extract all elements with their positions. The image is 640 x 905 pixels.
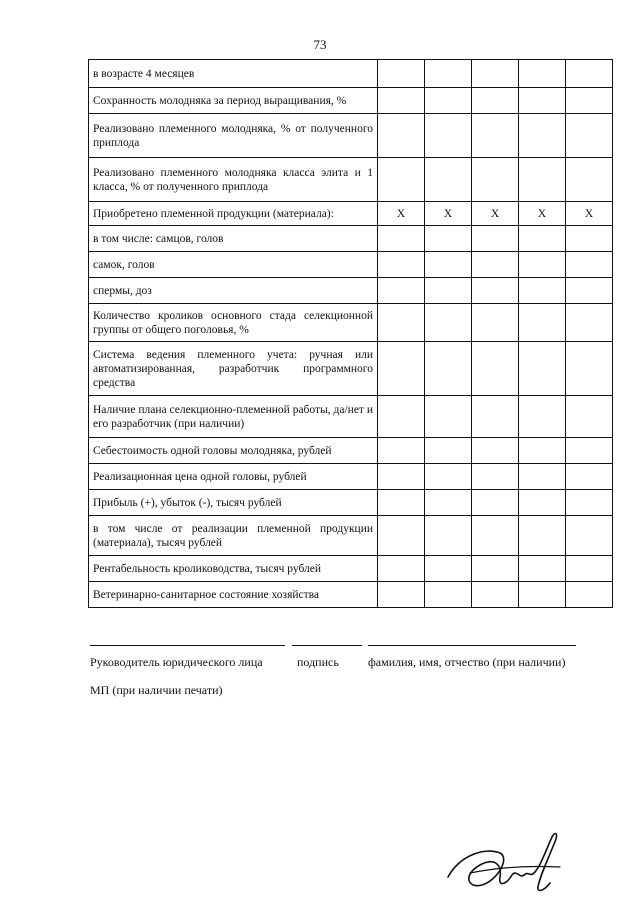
table-row <box>89 226 613 252</box>
value-cell <box>566 556 613 582</box>
value-cell <box>425 342 472 396</box>
value-cell <box>425 114 472 158</box>
value-cell <box>472 396 519 438</box>
value-cell <box>378 252 425 278</box>
value-cell <box>425 304 472 342</box>
table-row <box>89 516 613 556</box>
row-label: Количество кроликов основного стада селекционной группы от общего поголовья, % <box>89 304 378 342</box>
value-cell <box>472 582 519 608</box>
handwritten-signature <box>440 825 580 900</box>
value-cell <box>425 582 472 608</box>
value-cell <box>425 464 472 490</box>
signature-label: подпись <box>297 655 339 669</box>
signature-line <box>292 645 362 646</box>
value-cell <box>378 516 425 556</box>
stamp-label: МП (при наличии печати) <box>90 683 223 697</box>
value-cell <box>519 158 566 202</box>
value-cell: X <box>425 202 472 226</box>
value-cell <box>519 582 566 608</box>
value-cell <box>566 490 613 516</box>
value-cell <box>566 396 613 438</box>
value-cell <box>425 60 472 88</box>
value-cell <box>472 516 519 556</box>
value-cell <box>378 60 425 88</box>
value-cell: X <box>519 202 566 226</box>
value-cell <box>378 278 425 304</box>
table-row <box>89 304 613 342</box>
value-cell <box>566 226 613 252</box>
value-cell <box>566 114 613 158</box>
value-cell <box>425 252 472 278</box>
row-label: Реализационная цена одной головы, рублей <box>89 464 378 490</box>
value-cell <box>378 304 425 342</box>
table-row <box>89 114 613 158</box>
value-cell <box>472 88 519 114</box>
value-cell <box>378 464 425 490</box>
value-cell <box>566 158 613 202</box>
table-row <box>89 202 613 226</box>
value-cell <box>519 88 566 114</box>
value-cell <box>566 88 613 114</box>
value-cell <box>425 278 472 304</box>
value-cell <box>566 582 613 608</box>
value-cell <box>425 88 472 114</box>
value-cell <box>378 342 425 396</box>
value-cell <box>566 60 613 88</box>
value-cell <box>472 158 519 202</box>
table-row <box>89 278 613 304</box>
value-cell <box>519 278 566 304</box>
row-label: Рентабельность кролиководства, тысяч рублей <box>89 556 378 582</box>
table-row <box>89 88 613 114</box>
name-line <box>368 645 576 646</box>
value-cell <box>425 556 472 582</box>
row-label: Реализовано племенного молодняка, % от полученного приплода <box>89 114 378 158</box>
table-row <box>89 464 613 490</box>
value-cell <box>378 226 425 252</box>
head-signature-line <box>90 645 285 646</box>
value-cell <box>378 88 425 114</box>
value-cell <box>472 556 519 582</box>
value-cell <box>519 342 566 396</box>
page-number: 73 <box>313 37 327 52</box>
value-cell <box>519 396 566 438</box>
table-row <box>89 396 613 438</box>
head-label: Руководитель юридического лица <box>90 655 263 669</box>
value-cell <box>519 226 566 252</box>
row-label: Реализовано племенного молодняка класса элита и 1 класса, % от полученного приплода <box>89 158 378 202</box>
value-cell <box>425 226 472 252</box>
value-cell <box>472 278 519 304</box>
value-cell <box>425 158 472 202</box>
row-label: в том числе от реализации племенной продукции (материала), тысяч рублей <box>89 516 378 556</box>
value-cell: X <box>566 202 613 226</box>
table-row <box>89 252 613 278</box>
value-cell <box>378 438 425 464</box>
row-label: спермы, доз <box>89 278 378 304</box>
value-cell <box>566 252 613 278</box>
row-label: Наличие плана селекционно-племенной работы, да/нет и его разработчик (при наличии) <box>89 396 378 438</box>
value-cell <box>472 438 519 464</box>
value-cell <box>425 438 472 464</box>
row-label: Система ведения племенного учета: ручная или автоматизированная, разработчик программного средства <box>89 342 378 396</box>
value-cell <box>378 490 425 516</box>
value-cell <box>519 438 566 464</box>
value-cell <box>425 396 472 438</box>
value-cell <box>519 252 566 278</box>
value-cell <box>472 464 519 490</box>
value-cell: X <box>378 202 425 226</box>
value-cell <box>425 490 472 516</box>
value-cell <box>519 516 566 556</box>
row-label: в том числе: самцов, голов <box>89 226 378 252</box>
table-row <box>89 60 613 88</box>
value-cell <box>472 252 519 278</box>
value-cell <box>472 342 519 396</box>
table-row <box>89 556 613 582</box>
value-cell <box>472 304 519 342</box>
value-cell <box>566 304 613 342</box>
row-label: в возрасте 4 месяцев <box>89 60 378 88</box>
value-cell <box>566 278 613 304</box>
value-cell <box>378 556 425 582</box>
row-label: Прибыль (+), убыток (-), тысяч рублей <box>89 490 378 516</box>
name-label: фамилия, имя, отчество (при наличии) <box>368 655 566 669</box>
value-cell <box>566 342 613 396</box>
value-cell: X <box>472 202 519 226</box>
value-cell <box>519 304 566 342</box>
table-row <box>89 342 613 396</box>
value-cell <box>472 490 519 516</box>
value-cell <box>378 158 425 202</box>
value-cell <box>472 114 519 158</box>
row-label: Ветеринарно-санитарное состояние хозяйства <box>89 582 378 608</box>
value-cell <box>472 60 519 88</box>
value-cell <box>378 396 425 438</box>
value-cell <box>519 60 566 88</box>
value-cell <box>472 226 519 252</box>
row-label: Приобретено племенной продукции (материала): <box>89 202 378 226</box>
row-label: Сохранность молодняка за период выращивания, % <box>89 88 378 114</box>
value-cell <box>519 556 566 582</box>
report-table <box>88 59 613 608</box>
table-row <box>89 490 613 516</box>
value-cell <box>425 516 472 556</box>
value-cell <box>566 464 613 490</box>
value-cell <box>519 114 566 158</box>
value-cell <box>566 516 613 556</box>
table-row <box>89 438 613 464</box>
value-cell <box>378 114 425 158</box>
table-row <box>89 158 613 202</box>
value-cell <box>566 438 613 464</box>
row-label: самок, голов <box>89 252 378 278</box>
value-cell <box>519 464 566 490</box>
table-row <box>89 582 613 608</box>
value-cell <box>519 490 566 516</box>
row-label: Себестоимость одной головы молодняка, рублей <box>89 438 378 464</box>
value-cell <box>378 582 425 608</box>
